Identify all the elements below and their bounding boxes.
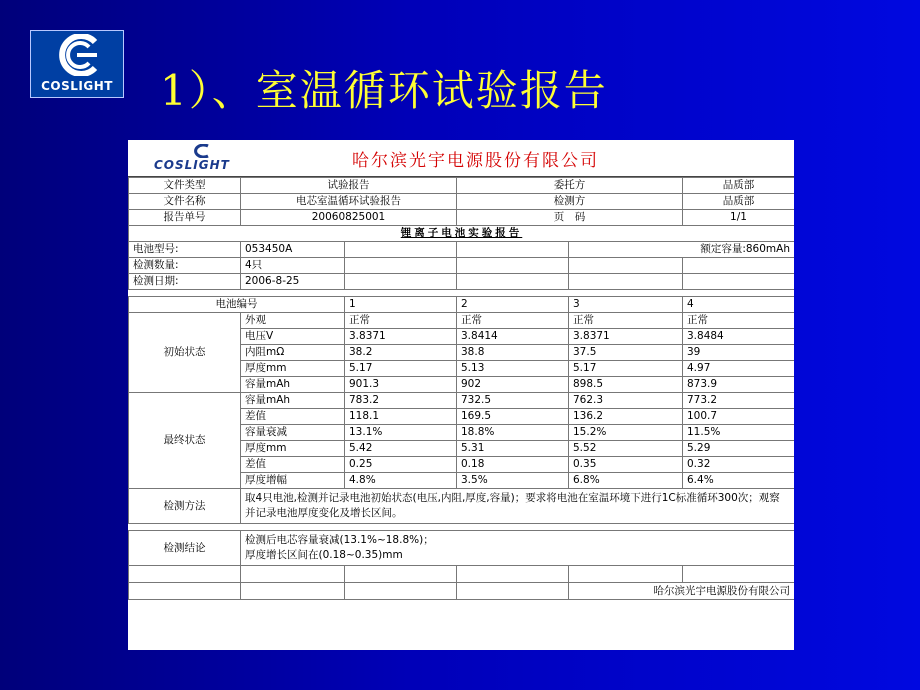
c-logo-icon (188, 144, 212, 158)
cell: 773.2 (683, 393, 795, 409)
info-row-model (129, 242, 795, 258)
footer-row (129, 583, 795, 600)
cell: 6.4% (683, 473, 795, 489)
cell: 0.32 (683, 457, 795, 473)
row-name: 容量衰减 (241, 425, 345, 441)
cell: 5.31 (457, 441, 569, 457)
method-text: 取4只电池,检测并记录电池初始状态(电压,内阻,厚度,容量)；要求将电池在室温环境下进行1C标准循环300次；观察并记录电池厚度变化及增长区间。 (241, 489, 795, 524)
battery-id: 3 (569, 297, 683, 313)
info-row-count (129, 258, 795, 274)
cell: 3.8371 (345, 329, 457, 345)
cell: 762.3 (569, 393, 683, 409)
battery-id-label: 电池编号 (129, 297, 345, 313)
meta-value: 1/1 (683, 210, 795, 226)
test-report-document (128, 140, 794, 650)
row-name: 内阻mΩ (241, 345, 345, 361)
report-title: 锂离子电池实验报告 (129, 226, 795, 242)
cell: 0.25 (345, 457, 457, 473)
table-row (129, 393, 795, 409)
cell: 13.1% (345, 425, 457, 441)
cell: 正常 (457, 313, 569, 329)
meta-row (129, 210, 795, 226)
company-name: 哈尔滨光宇电源股份有限公司 (352, 151, 599, 171)
row-name: 容量mAh (241, 377, 345, 393)
cell: 5.29 (683, 441, 795, 457)
section-final: 最终状态 (129, 393, 241, 489)
battery-id-row (129, 297, 795, 313)
cell: 5.13 (457, 361, 569, 377)
meta-label: 委托方 (457, 178, 683, 194)
cell: 3.8414 (457, 329, 569, 345)
row-name: 外观 (241, 313, 345, 329)
cell: 4.8% (345, 473, 457, 489)
count-label: 检测数量: (129, 258, 241, 274)
row-name: 厚度mm (241, 441, 345, 457)
footer-company: 哈尔滨光宇电源股份有限公司 (569, 583, 795, 600)
meta-value: 电芯室温循环试验报告 (241, 194, 457, 210)
cell: 783.2 (345, 393, 457, 409)
meta-value: 试验报告 (241, 178, 457, 194)
report-title-row (129, 226, 795, 242)
date-value: 2006-8-25 (241, 274, 345, 290)
document-logo-text: COSLIGHT (154, 158, 230, 172)
cell: 902 (457, 377, 569, 393)
model-label: 电池型号: (129, 242, 241, 258)
row-name: 容量mAh (241, 393, 345, 409)
meta-row (129, 194, 795, 210)
cell: 3.8371 (569, 329, 683, 345)
cell: 15.2% (569, 425, 683, 441)
cell: 正常 (345, 313, 457, 329)
date-label: 检测日期: (129, 274, 241, 290)
report-table (128, 177, 794, 600)
cell: 正常 (683, 313, 795, 329)
row-name: 厚度mm (241, 361, 345, 377)
cell: 898.5 (569, 377, 683, 393)
battery-id: 4 (683, 297, 795, 313)
count-value: 4只 (241, 258, 345, 274)
meta-label: 页 码 (457, 210, 683, 226)
conclusion-row (129, 531, 795, 566)
battery-id: 1 (345, 297, 457, 313)
method-row (129, 489, 795, 524)
cell: 3.5% (457, 473, 569, 489)
document-logo (140, 144, 280, 172)
cell: 0.18 (457, 457, 569, 473)
rated-capacity: 额定容量:860mAh (569, 242, 795, 258)
meta-label: 报告单号 (129, 210, 241, 226)
cell: 39 (683, 345, 795, 361)
table-row (129, 313, 795, 329)
cell: 5.42 (345, 441, 457, 457)
cell: 37.5 (569, 345, 683, 361)
conclusion-line: 厚度增长区间在(0.18~0.35)mm (245, 549, 403, 561)
logo-text: COSLIGHT (41, 79, 113, 93)
method-label: 检测方法 (129, 489, 241, 524)
meta-value: 品质部 (683, 178, 795, 194)
cell: 18.8% (457, 425, 569, 441)
meta-label: 检测方 (457, 194, 683, 210)
cell: 38.8 (457, 345, 569, 361)
c-logo-icon (55, 34, 99, 76)
battery-id: 2 (457, 297, 569, 313)
cell: 136.2 (569, 409, 683, 425)
cell: 5.52 (569, 441, 683, 457)
cell: 正常 (569, 313, 683, 329)
meta-row (129, 178, 795, 194)
coslight-logo (30, 30, 124, 98)
slide-title: 1）、室温循环试验报告 (160, 66, 608, 115)
cell: 6.8% (569, 473, 683, 489)
document-header (128, 140, 794, 177)
cell: 732.5 (457, 393, 569, 409)
cell: 0.35 (569, 457, 683, 473)
cell: 169.5 (457, 409, 569, 425)
info-row-date (129, 274, 795, 290)
cell: 873.9 (683, 377, 795, 393)
section-initial: 初始状态 (129, 313, 241, 393)
meta-label: 文件名称 (129, 194, 241, 210)
meta-value: 品质部 (683, 194, 795, 210)
cell: 11.5% (683, 425, 795, 441)
cell: 38.2 (345, 345, 457, 361)
cell: 901.3 (345, 377, 457, 393)
blank-row (129, 566, 795, 583)
model-value: 053450A (241, 242, 345, 258)
meta-label: 文件类型 (129, 178, 241, 194)
meta-value: 20060825001 (241, 210, 457, 226)
row-name: 差值 (241, 457, 345, 473)
conclusion-text (241, 531, 795, 566)
cell: 4.97 (683, 361, 795, 377)
row-name: 厚度增幅 (241, 473, 345, 489)
cell: 5.17 (345, 361, 457, 377)
row-name: 差值 (241, 409, 345, 425)
conclusion-line: 检测后电芯容量衰减(13.1%~18.8%)； (245, 534, 434, 546)
cell: 5.17 (569, 361, 683, 377)
conclusion-label: 检测结论 (129, 531, 241, 566)
row-name: 电压V (241, 329, 345, 345)
cell: 118.1 (345, 409, 457, 425)
cell: 100.7 (683, 409, 795, 425)
cell: 3.8484 (683, 329, 795, 345)
